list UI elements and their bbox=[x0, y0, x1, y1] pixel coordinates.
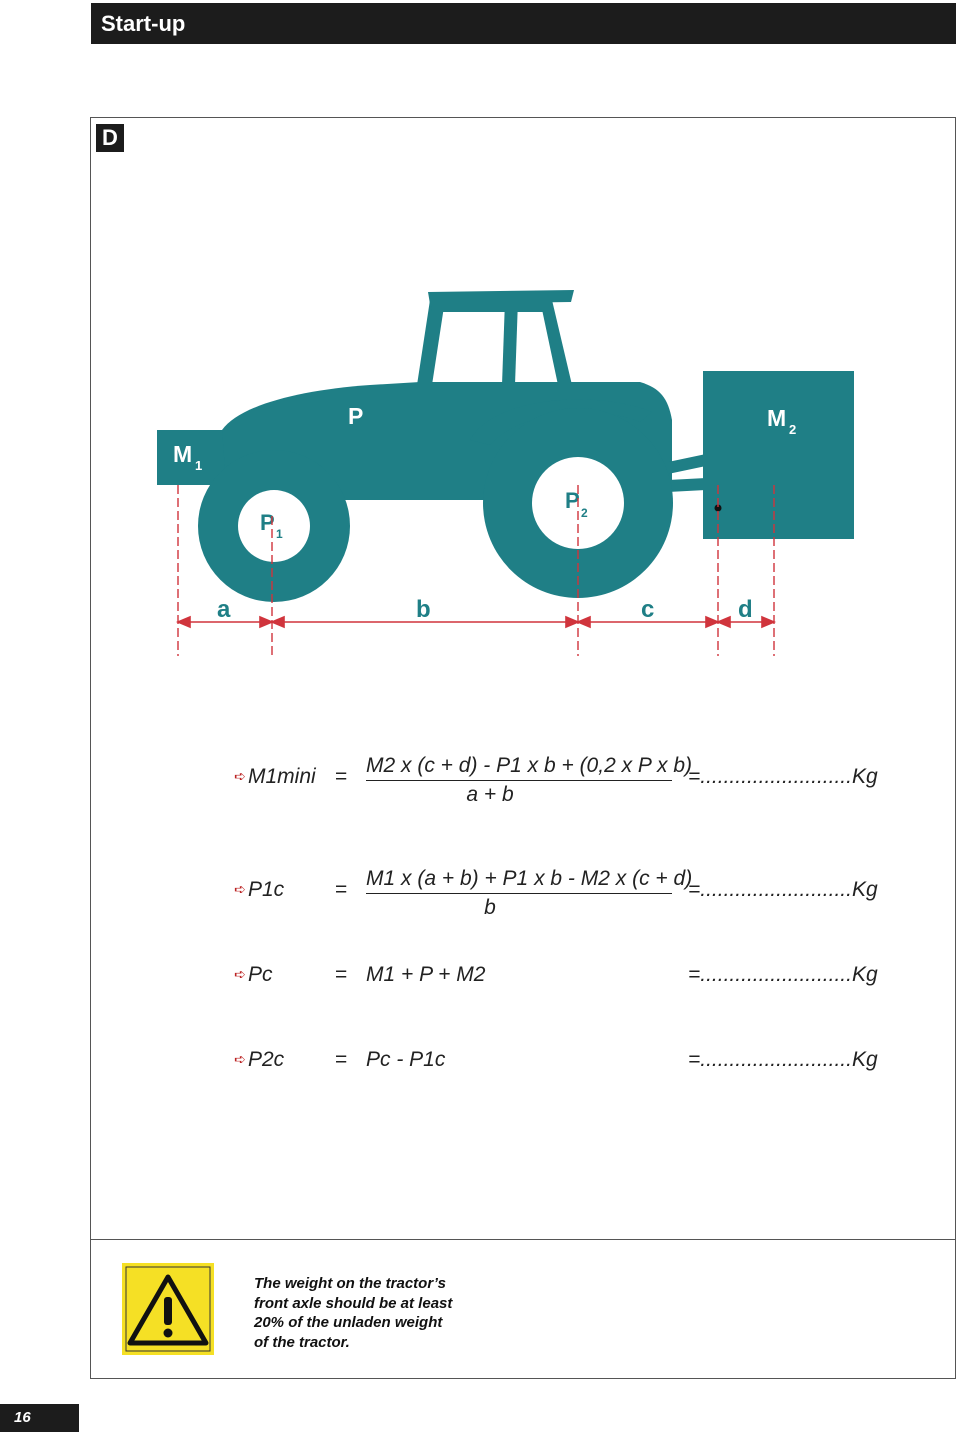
svg-text:1: 1 bbox=[195, 458, 203, 473]
formula-expression: M1 + P + M2 bbox=[366, 963, 486, 986]
formula-numerator: M1 x (a + b) + P1 x b - M2 x (c + d) bbox=[366, 867, 693, 890]
warning-line: 20% of the unladen weight bbox=[254, 1314, 443, 1332]
svg-text:1: 1 bbox=[276, 527, 283, 541]
formula-pc bbox=[0, 963, 960, 993]
fraction-bar bbox=[366, 780, 672, 781]
rear-ballast-shape bbox=[703, 371, 854, 539]
formula-name: M1mini bbox=[248, 765, 316, 788]
formula-expression: Pc - P1c bbox=[366, 1048, 446, 1071]
dim-d-label: d bbox=[738, 596, 753, 623]
formula-p1c bbox=[0, 869, 960, 929]
formula-equals: = bbox=[335, 1048, 348, 1071]
warning-line: of the tractor. bbox=[254, 1333, 350, 1351]
svg-text:2: 2 bbox=[789, 422, 797, 437]
formula-result: =..........................Kg bbox=[688, 765, 878, 788]
warning-line: The weight on the tractor’s bbox=[254, 1275, 446, 1292]
p-label: P bbox=[348, 403, 364, 429]
formula-numerator: M2 x (c + d) - P1 x b + (0,2 x P x b) bbox=[366, 754, 692, 777]
formula-name: P2c bbox=[248, 1048, 285, 1071]
p2-label: P bbox=[565, 488, 580, 513]
formula-denominator: b bbox=[484, 896, 496, 919]
p1-label: P bbox=[260, 510, 275, 535]
dim-b-label: b bbox=[416, 596, 431, 623]
formula-result: =..........................Kg bbox=[688, 963, 878, 986]
formula-result: =..........................Kg bbox=[688, 1048, 878, 1071]
m1-label: M bbox=[173, 441, 193, 467]
formula-name: P1c bbox=[248, 878, 285, 901]
dim-a-label: a bbox=[217, 596, 231, 623]
svg-text:2: 2 bbox=[581, 506, 588, 520]
page-number: 16 bbox=[0, 1404, 79, 1432]
formula-result: =..........................Kg bbox=[688, 878, 878, 901]
tractor-diagram bbox=[0, 0, 960, 700]
formula-name: Pc bbox=[248, 963, 273, 986]
dimension-line bbox=[178, 617, 774, 627]
figure-tag: D bbox=[96, 124, 124, 152]
arrow-icon: ➪ bbox=[234, 1051, 246, 1067]
warning-box bbox=[122, 1263, 214, 1355]
formula-equals: = bbox=[335, 963, 348, 986]
m2-label: M bbox=[767, 405, 787, 431]
formula-equals: = bbox=[335, 765, 348, 788]
formula-m1mini bbox=[0, 756, 960, 816]
dim-c-label: c bbox=[641, 596, 655, 623]
formula-p2c bbox=[0, 1048, 960, 1078]
fraction-bar bbox=[366, 893, 672, 894]
section-title: Start-up bbox=[101, 11, 186, 36]
warning-triangle-icon bbox=[122, 1263, 214, 1355]
arrow-icon: ➪ bbox=[234, 881, 246, 897]
warning-line: front axle should be at least bbox=[254, 1294, 453, 1312]
formula-equals: = bbox=[335, 878, 348, 901]
frame-divider bbox=[90, 1239, 956, 1240]
warning-text bbox=[254, 1274, 494, 1352]
arrow-icon: ➪ bbox=[234, 966, 246, 982]
arrow-icon: ➪ bbox=[234, 768, 246, 784]
formula-denominator: a + b bbox=[466, 783, 514, 806]
